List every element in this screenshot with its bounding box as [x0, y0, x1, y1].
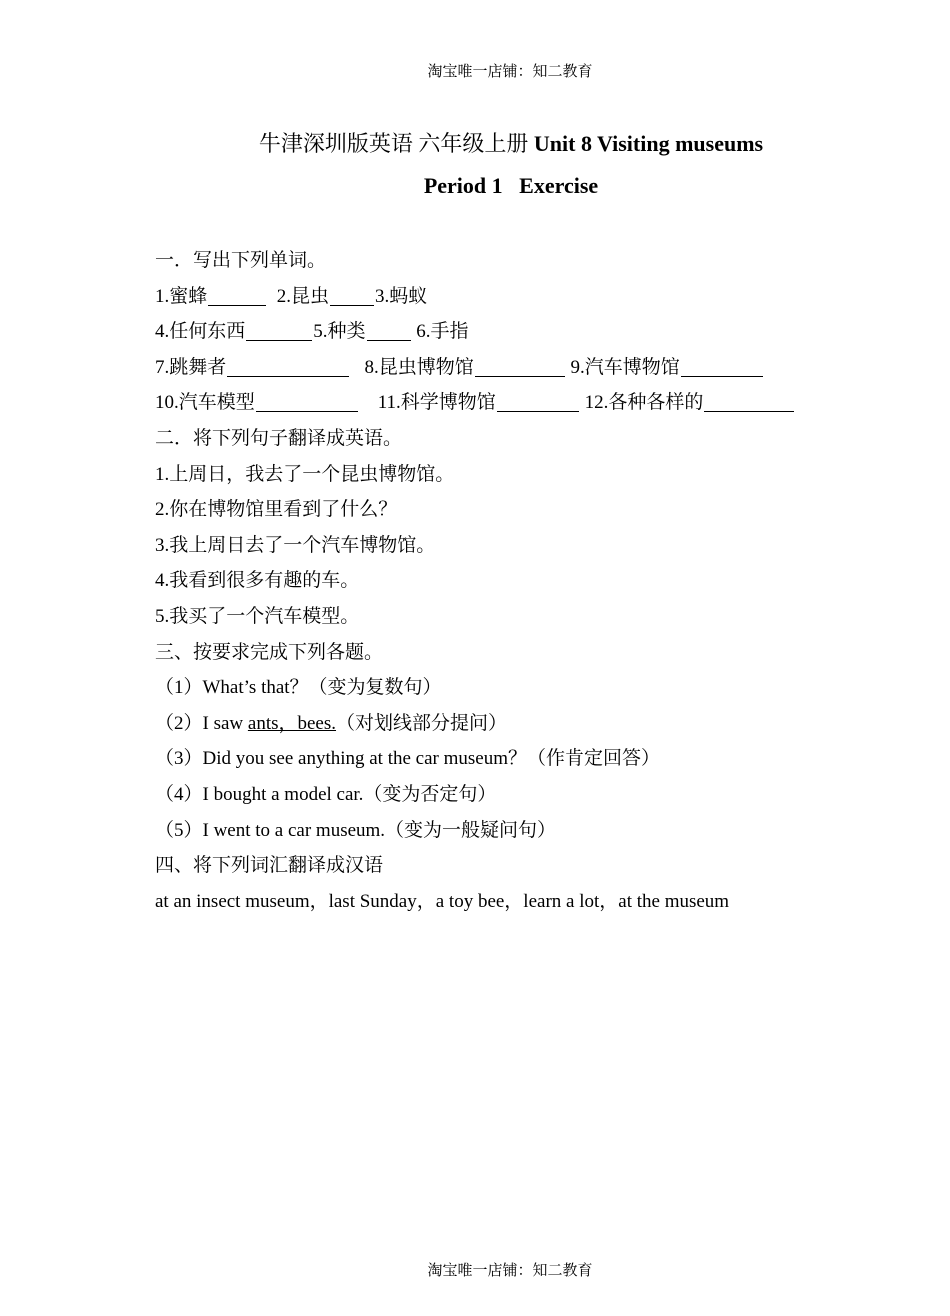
word-item: 7.跳舞者 [155, 356, 227, 378]
answer-blank[interactable] [227, 354, 349, 377]
word-item: 11.科学博物馆 [377, 392, 496, 414]
answer-blank[interactable] [475, 354, 565, 377]
answer-blank[interactable] [330, 283, 374, 306]
answer-blank[interactable] [256, 389, 358, 412]
answer-blank[interactable] [367, 318, 411, 341]
word-item: 1.蜜蜂 [155, 285, 208, 307]
translate-sentence-4: 4.我看到很多有趣的车。 [155, 570, 360, 592]
section3-heading: 三、按要求完成下列各题。 [155, 641, 384, 663]
answer-blank[interactable] [704, 389, 794, 412]
exercise-content [155, 243, 875, 919]
question-2-underlined: ants，bees. [247, 712, 337, 734]
title-en: Unit 8 Visiting museums [533, 131, 764, 156]
section1-heading: 一．写出下列单词。 [155, 250, 327, 271]
question-2-instruction: （对划线部分提问） [336, 712, 508, 734]
section1-row-3 [155, 350, 875, 386]
word-item: 2.昆虫 [276, 285, 330, 307]
page-footer: 淘宝唯一店铺：知二教育 [427, 1263, 593, 1279]
answer-blank[interactable] [497, 389, 579, 412]
title-period: Period 1 Exercise [423, 173, 599, 198]
page-header: 淘宝唯一店铺：知二教育 [427, 64, 593, 80]
question-3: （3）Did you see anything at the car museum？（作肯定回答） [155, 748, 661, 770]
word-item: 10.汽车模型 [155, 392, 255, 414]
translate-sentence-3: 3.我上周日去了一个汽车博物馆。 [155, 534, 436, 556]
section4-phrases: at an insect museum，last Sunday，a toy bee，learn a lot，at the museum [155, 890, 730, 912]
word-item: 5.种类 [313, 321, 366, 343]
question-4: （4）I bought a model car.（变为否定句） [155, 783, 497, 805]
word-item: 12.各种各样的 [584, 392, 704, 414]
translate-sentence-2: 2.你在博物馆里看到了什么？ [155, 499, 398, 521]
answer-blank[interactable] [208, 283, 266, 306]
title-line-2 [72, 165, 950, 207]
title-cn: 牛津深圳版英语 六年级上册 [258, 131, 534, 156]
word-item: 3.蚂蚁 [375, 285, 428, 307]
word-item: 8.昆虫博物馆 [364, 356, 474, 378]
word-item: 4.任何东西 [155, 321, 246, 343]
question-5: （5）I went to a car museum.（变为一般疑问句） [155, 819, 557, 841]
word-item: 9.汽车博物馆 [570, 356, 680, 378]
section2-heading: 二．将下列句子翻译成英语。 [155, 427, 403, 449]
section4-heading: 四、将下列词汇翻译成汉语 [155, 855, 384, 877]
question-2 [155, 706, 875, 742]
answer-blank[interactable] [681, 354, 763, 377]
question-1: （1）What’s that？（变为复数句） [155, 677, 442, 699]
title-block [0, 123, 950, 207]
translate-sentence-5: 5.我买了一个汽车模型。 [155, 605, 360, 627]
answer-blank[interactable] [246, 318, 312, 341]
section1-row-4 [155, 385, 875, 421]
title-line-1 [72, 123, 950, 165]
question-2-prefix: （2）I saw [155, 712, 248, 734]
section1-row-1 [155, 279, 875, 315]
word-item: 6.手指 [416, 321, 469, 343]
section1-row-2 [155, 314, 875, 350]
translate-sentence-1: 1.上周日，我去了一个昆虫博物馆。 [155, 463, 455, 485]
